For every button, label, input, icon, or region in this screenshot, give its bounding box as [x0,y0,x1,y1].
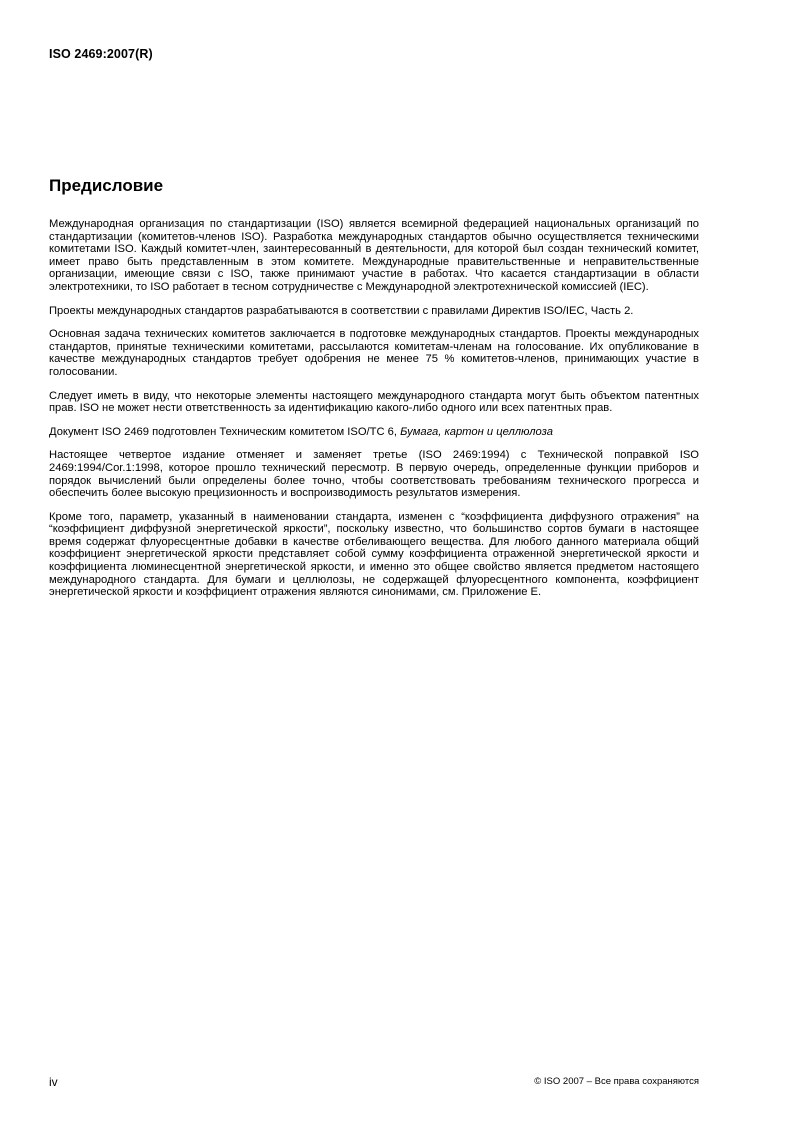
foreword-body [49,218,699,610]
paragraph-edition: Настоящее четвертое издание отменяет и заменяет третье (ISO 2469:1994) с Технической поправкой ISO 2469:1994/Cor.1:1998, которое прошло технический пересмотр. В первую очередь, определенные функции приборов и порядок вычислений были определены более точно, чтобы соответствовать требованиям технического прогресса и обеспечить более высокую прецизионность и воспроизводимость результатов измерения. [49,449,699,500]
paragraph-committee-tasks: Основная задача технических комитетов заключается в подготовке международных стандартов. Проекты международных стандартов, принятые техническими комитетами, рассылаются комитетам-членам на голосование. Их опубликование в качестве международных стандартов требует одобрения не менее 75 % комитетов-членов, принимающих участие в голосовании. [49,328,699,378]
paragraph-iso-organization: Международная организация по стандартизации (ISO) является всемирной федерацией национальных организаций по стандартизации (комитетов-членов ISO). Разработка международных стандартов обычно осуществляется техническими комитетами ISO. Каждый комитет-член, заинтересованный в деятельности, для которой был создан технический комитет, имеет право быть представленным в этом комитете. Международные правительственные и неправительственные организации, имеющие связи с ISO, также принимают участие в работах. Что касается стандартизации в области электротехники, то ISO работает в тесном сотрудничестве с Международной электротехнической комиссией (IEC). [49,218,699,293]
paragraph-patent-rights: Следует иметь в виду, что некоторые элементы настоящего международного стандарта могут быть объектом патентных прав. ISO не может нести ответственность за идентификацию какого-либо одного или всех патентных прав. [49,389,699,415]
document-id: ISO 2469:2007(R) [49,47,153,61]
prepared-by-text: Документ ISO 2469 подготовлен Техническим комитетом ISO/TC 6, [49,425,401,438]
page-title: Предисловие [49,176,164,195]
paragraph-parameter-change: Кроме того, параметр, указанный в наименовании стандарта, изменен с “коэффициента диффузного отражения” на “коэффициент диффузной энергетической яркости”, поскольку известно, что большинство сортов бумаги в настоящее время содержат флуоресцентные добавки в качестве отбеливающего вещества. Для любого данного материала общий коэффициент энергетической яркости представляет собой сумму коэффициента отраженной энергетической яркости и коэффициента люминесцентной энергетической яркости, и именно это общее свойство является предметом настоящего международного стандарта. Для бумаги и целлюлозы, не содержащей флуоресцентного компонента, коэффициент энергетической яркости и коэффициент отражения являются синонимами, см. Приложение E. [49,510,699,599]
paragraph-prepared-by [49,426,699,439]
page-number: iv [49,1075,58,1089]
paragraph-directives: Проекты международных стандартов разрабатываются в соответствии с правилами Директив ISO/IEC, Часть 2. [49,304,634,317]
copyright-notice: © ISO 2007 – Все права сохраняются [534,1076,699,1087]
committee-title: Бумага, картон и целлюлоза [400,425,553,438]
